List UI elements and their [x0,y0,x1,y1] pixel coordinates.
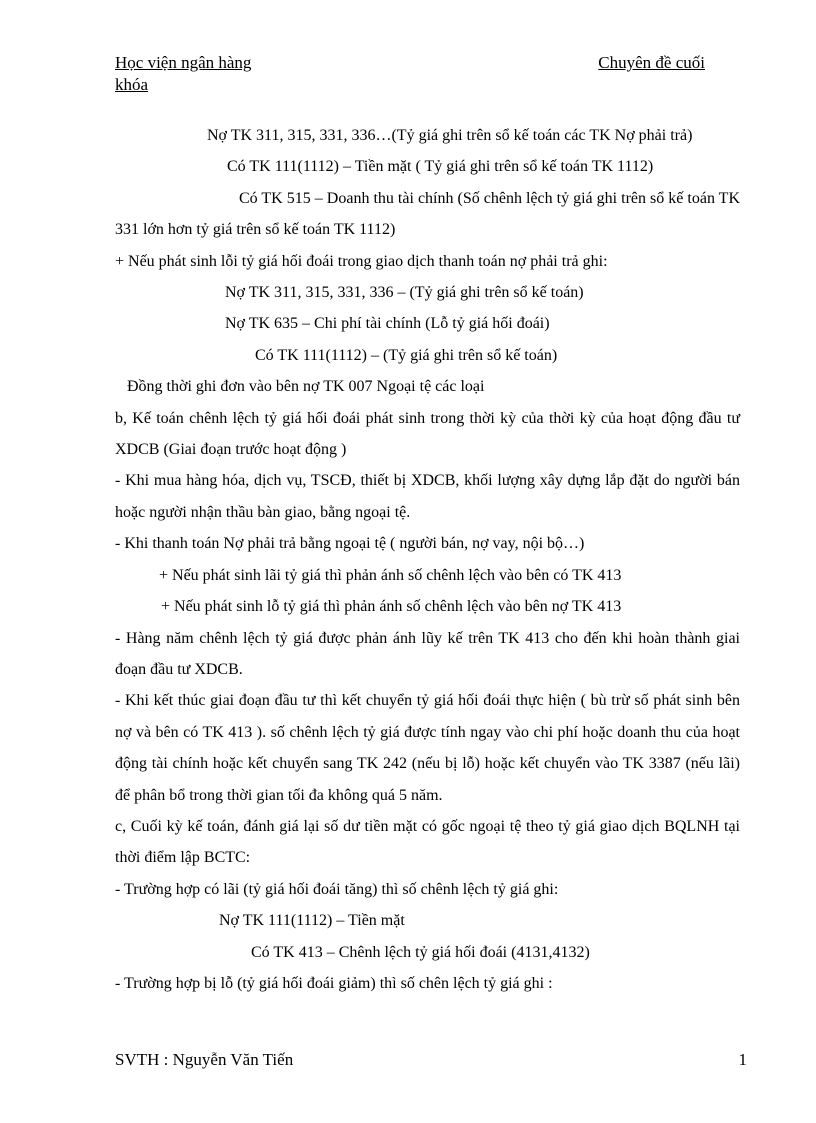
page-header [115,52,705,96]
text-line: Nợ TK 635 – Chi phí tài chính (Lỗ tỷ giá hối đoái) [225,315,550,333]
text-paragraph: - Khi mua hàng hóa, dịch vụ, TSCĐ, thiết bị XDCB, khối lượng xây dựng lắp đặt do người bán hoặc người nhận thầu bàn giao, bằng ngoại tệ. [115,472,740,521]
page-number: 1 [738,1050,747,1069]
text-line: + Nếu phát sinh lãi tỷ giá thì phản ánh số chênh lệch vào bên có TK 413 [159,566,622,584]
text-paragraph: - Khi kết thúc giai đoạn đầu tư thì kết chuyển tỷ giá hối đoái thực hiện ( bù trừ số phát sinh bên nợ và bên có TK 413 ). số chênh lệch tỷ giá được tính ngay vào chi phí hoặc doanh thu của hoạt động tài chính hoặc kết chuyển sang TK 242 (nếu bị lỗ) hoặc kết chuyển vào TK 3387 (nếu lãi) để phân bổ trong thời gian tối đa không quá 5 năm. [115,692,740,804]
text-line: Có TK 413 – Chênh lệch tỷ giá hối đoái (4131,4132) [251,943,590,961]
text-line: - Khi thanh toán Nợ phải trả bằng ngoại tệ ( người bán, nợ vay, nội bộ…) [115,535,585,553]
text-paragraph: b, Kế toán chênh lệch tỷ giá hối đoái phát sinh trong thời kỳ của thời kỳ của hoạt động đầu tư XDCB (Giai đoạn trước hoạt động ) [115,409,740,459]
text-line: - Trường hợp có lãi (tỷ giá hối đoái tăng) thì số chênh lệch tỷ giá ghi: [115,880,559,898]
text-line: Nợ TK 311, 315, 331, 336…(Tỷ giá ghi trên sổ kế toán các TK Nợ phải trả) [207,127,693,144]
header-institution: Học viện ngân hàng [115,53,252,72]
text-paragraph: c, Cuối kỳ kế toán, đánh giá lại số dư tiền mặt có gốc ngoại tệ theo tỷ giá giao dịch BQLNH tại thời điểm lập BCTC: [115,817,740,867]
text-line: - Trường hợp bị lỗ (tỷ giá hối đoái giảm) thì số chên lệch tỷ giá ghi : [115,974,553,992]
footer-author: SVTH : Nguyễn Văn Tiến [115,1050,294,1069]
text-line: + Nếu phát sinh lỗi tỷ giá hối đoái trong giao dịch thanh toán nợ phải trả ghi: [115,252,608,270]
header-document-type: Chuyên đề cuối [598,53,705,72]
text-line: + Nếu phát sinh lỗ tỷ giá thì phản ánh số chênh lệch vào bên nợ TK 413 [161,598,622,616]
text-paragraph: Có TK 515 – Doanh thu tài chính (Số chênh lệch tỷ giá ghi trên sổ kế toán TK 331 lớn hơn tỷ giá trên sổ kế toán TK 1112) [115,189,740,239]
document-body [115,120,740,999]
text-line: Đồng thời ghi đơn vào bên nợ TK 007 Ngoại tệ các loại [127,378,485,396]
text-line: Nợ TK 311, 315, 331, 336 – (Tỷ giá ghi trên sổ kế toán) [225,284,584,302]
header-document-type-continued: khóa [115,75,149,94]
header-row [115,52,705,74]
page-footer [115,1050,747,1070]
text-line: Có TK 111(1112) – Tiền mặt ( Tỷ giá ghi trên sổ kế toán TK 1112) [227,158,654,176]
text-line: Có TK 111(1112) – (Tỷ giá ghi trên sổ kế toán) [255,346,558,364]
text-paragraph: - Hàng năm chênh lệch tỷ giá được phản ánh lũy kế trên TK 413 cho đến khi hoàn thành giai đoạn đầu tư XDCB. [115,629,740,678]
text-line: Nợ TK 111(1112) – Tiền mặt [219,912,405,930]
